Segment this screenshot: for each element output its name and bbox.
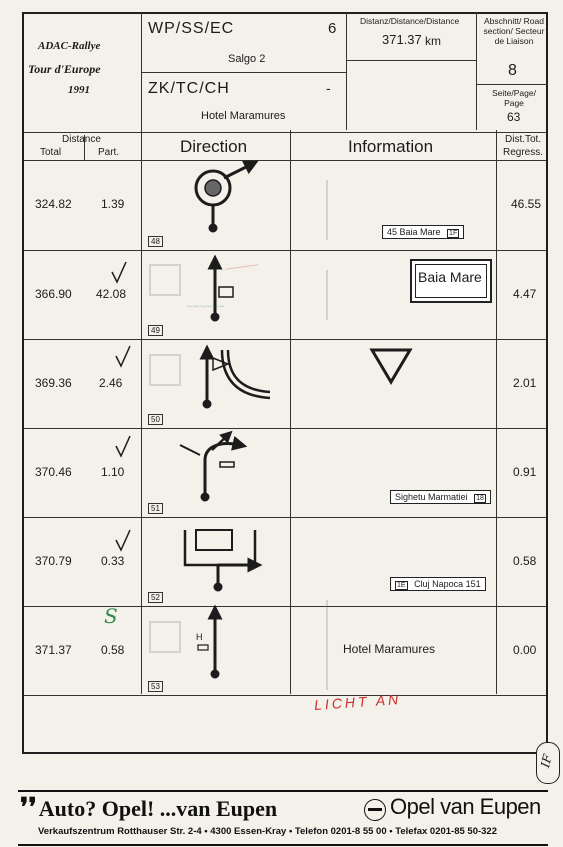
ad-brand: Opel van Eupen: [390, 794, 541, 819]
initials-text: IF: [538, 752, 555, 770]
col-distance: Distance: [62, 134, 101, 145]
distance-unit: km: [425, 34, 441, 48]
col-dist-tot: Dist.Tot.: [505, 134, 542, 145]
row-partial: 0.58: [101, 643, 125, 657]
fork-diagram: [203, 350, 270, 408]
row-partial: 2.46: [99, 376, 123, 390]
quote-mark-icon: ❜❜: [20, 793, 37, 822]
col-information: Information: [348, 137, 434, 156]
handwritten-checkmarks: [112, 262, 130, 550]
section-place-bottom: Hotel Maramures: [201, 110, 286, 122]
row-regress: 2.01: [513, 376, 537, 390]
ad-address: Verkaufszentrum Rotthauser Str. 2-4 • 4300 Essen-Kray • Telefon 0201-8 55 00 • Telefax 0201-85 50-322: [38, 826, 497, 837]
roundabout-diagram: [196, 164, 252, 232]
row-number: 53: [148, 681, 163, 692]
section-code-top: WP/SS/EC: [148, 20, 235, 37]
col-total: Total: [40, 147, 62, 158]
distance-label: Distanz/Distance/Distance: [360, 16, 460, 26]
row-partial: 0.33: [101, 554, 125, 568]
footer-ad: [18, 790, 548, 842]
section-number: 6: [328, 20, 337, 37]
sign-code: 1F: [449, 230, 458, 237]
arrival-diagram: [196, 612, 219, 678]
sign-text: Sighetu Marmatiei: [395, 492, 468, 502]
row-regress: 0.91: [513, 465, 537, 479]
row-regress: 46.55: [511, 197, 542, 211]
sign-code: 1E: [397, 582, 406, 589]
row-number: 49: [148, 325, 163, 336]
row-total: 369.36: [35, 376, 72, 390]
road-section-label: Abschnitt/ Road section/ Secteur de Liaison: [483, 16, 545, 46]
rally-name: ADAC-Rallye: [38, 40, 101, 52]
sign-code: 18: [476, 495, 484, 502]
section-code-bottom: ZK/TC/CH: [148, 80, 230, 97]
junction-diagram: [185, 530, 255, 591]
row-total: 366.90: [35, 287, 72, 301]
right-fork-diagram: [180, 435, 240, 501]
col-partial: Part.: [98, 147, 120, 158]
yield-triangle-sign: [372, 350, 410, 382]
road-section-value: 8: [508, 62, 517, 79]
info-hotel-maramures: Hotel Maramures: [343, 642, 436, 656]
col-regress: Regress.: [503, 147, 544, 158]
row-partial: 1.39: [101, 197, 125, 211]
opel-logo-icon: [364, 799, 386, 821]
svg-text:H: H: [196, 632, 203, 642]
row-partial: 1.10: [101, 465, 125, 479]
row-number: 48: [148, 236, 163, 247]
row-regress: 4.47: [513, 287, 537, 301]
section-dash: -: [326, 80, 331, 96]
ad-slogan: [20, 793, 277, 823]
ad-slogan-text: Auto? Opel! ...van Eupen: [38, 796, 278, 821]
row-total: 371.37: [35, 643, 72, 657]
initials-stamp: [536, 742, 560, 784]
row-partial: 42.08: [96, 287, 127, 301]
row-total: 370.46: [35, 465, 72, 479]
page-label: Seite/Page/ Page: [492, 88, 536, 108]
light-on-note: LICHT AN: [313, 690, 402, 714]
row-regress: 0.00: [513, 643, 537, 657]
page-value: 63: [507, 110, 521, 124]
rally-year: 1991: [68, 84, 90, 96]
handwritten-s-mark: S: [104, 604, 118, 628]
row-total: 324.82: [35, 197, 72, 211]
distance-value: 371.37: [382, 32, 422, 47]
row-number: 52: [148, 592, 163, 603]
section-place-top: Salgo 2: [228, 53, 266, 65]
row-regress: 0.58: [513, 554, 537, 568]
row-total: 370.79: [35, 554, 72, 568]
svg-text:~~~~~~: ~~~~~~: [186, 301, 225, 313]
row-number: 51: [148, 503, 163, 514]
svg-text:———: ———: [224, 258, 260, 275]
sign-text: Cluj Napoca 151: [414, 579, 481, 589]
town-sign-text: Baia Mare: [418, 269, 482, 285]
rally-tour: Tour d'Europe: [28, 62, 101, 76]
col-direction: Direction: [180, 137, 248, 156]
row-number: 50: [148, 414, 163, 425]
sign-text: 45 Baia Mare: [387, 227, 441, 237]
